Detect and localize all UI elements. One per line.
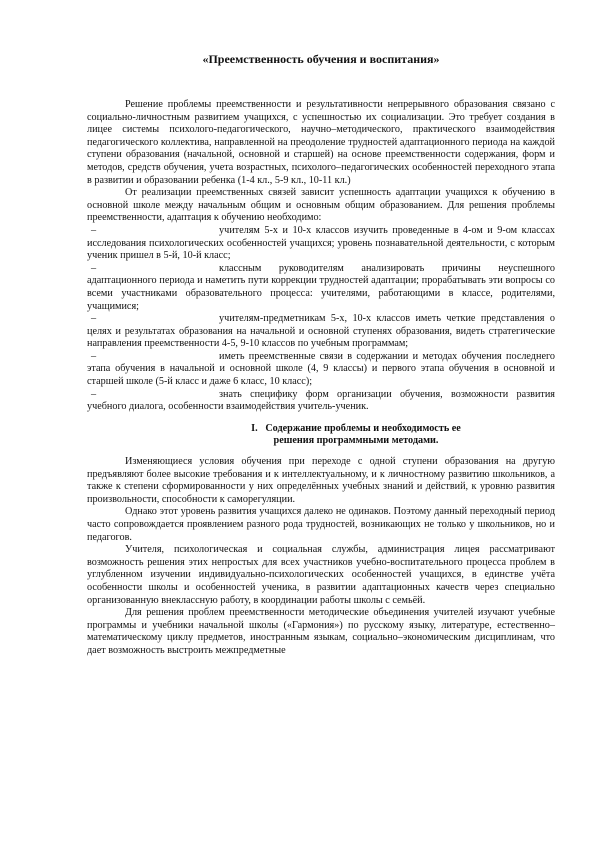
section-title-line-1: Содержание проблемы и необходимость ее <box>265 422 461 434</box>
list-item <box>87 225 555 263</box>
list-item-text: классным руководителям анализировать причины неуспешного адаптационного периода и наметить пути коррекции трудностей адаптации; прорабатывать эти вопросы со всеми участниками образовательного процесса: учителями, работающими в классе, родителями, учащимися; <box>87 262 555 312</box>
section-number: I. <box>251 422 258 434</box>
intro-paragraph-2: От реализации преемственных связей зависит успешность адаптации учащихся к обучению в основной школе между начальным общим и основным общим образованием. Для решения проблемы преемственности, адаптация к обучению необходимо: <box>87 187 555 224</box>
section-paragraph-2: Однако этот уровень развития учащихся далеко не одинаков. Поэтому данный переходный период часто сопровождается проявлением разного рода трудностей, возникающих не только у школьников, но и педагогов. <box>87 506 555 543</box>
list-item <box>87 313 555 351</box>
document-title: «Преемственность обучения и воспитания» <box>202 52 440 66</box>
list-item-text: учителям-предметникам 5-х, 10-х классов иметь четкие представления о целях и результатах образования на начальной и основной ступенях образования, видеть стратегические направления преемственности 4-5, 9-10 классов по учебным программам; <box>87 313 555 350</box>
list-dash: – <box>91 388 97 400</box>
list-item-text: знать специфику форм организации обучения, возможности развития учебного диалога, особенности взаимодействия учитель-ученик. <box>87 388 555 413</box>
document-body <box>87 99 555 658</box>
list-item-text: иметь преемственные связи в содержании и методах обучения последнего этапа обучения в начальной и основной школе (4, 9 классы) и первого этапа обучения в основной и старшей школе (5-й класс и даже 6 класс, 10 класс); <box>87 350 555 388</box>
section-paragraph-1: Изменяющиеся условия обучения при переходе с одной ступени образования на другую предъявляют более высокие требования и к интеллектуальному, и к личностному развитию школьников, а также к степени сформированности у них определённых учебных знаний и действий, к уровню развития произвольности, способности к саморегуляции. <box>87 456 555 505</box>
list-dash: – <box>91 224 97 236</box>
list-dash: – <box>91 350 97 362</box>
list-dash: – <box>91 313 97 325</box>
section-paragraph-3: Учителя, психологическая и социальная службы, администрация лицея рассматривают возможность решения этих непростых для всех участников учебно-воспитательного процесса проблем в углубленном изучении индивидуально-психологических особенностей учащихся, в единстве учёта особенности школы и особенностей ученика, в развитии адаптационных качеств через специально организованную внеклассную работу, в координации работы школы с семьёй. <box>87 544 555 606</box>
list-item <box>87 389 555 414</box>
section-title-line-2: решения программными методами. <box>273 435 439 447</box>
section-heading <box>87 423 555 448</box>
intro-paragraph-1: Решение проблемы преемственности и результативности непрерывного образования связано с социально-личностным развитием учащихся, с успешностью их социализации. Это требует создания в лицее системы психолого-педагогического, научно–методического, практического взаимодействия педагогического коллектива, направленной на преодоление трудностей адаптационного периода на каждой ступени образования (начальной, основной и старшей) на основе преемственности содержания, форм и методов, средств обучения, учета возрастных, психолого–педагогических особенностей переходного этапа в развитии и образовании ребенка (1-4 кл., 5-9 кл., 10-11 кл.) <box>87 99 555 186</box>
list-item-text: учителям 5-х и 10-х классов изучить проведенные в 4-ом и 9-ом классах исследования психологических особенностей учащихся; уровень познавательной деятельности, с которым ученик пришел в 5-й, 10-й класс; <box>87 224 555 262</box>
list-dash: – <box>91 262 97 274</box>
list-item <box>87 263 555 313</box>
list-item <box>87 351 555 389</box>
section-paragraph-4: Для решения проблем преемственности методические объединения учителей изучают учебные программы и учебники начальной школы («Гармония») по русскому языку, литературе, естественно–математическому циклу предметов, иностранным языкам, социально–экономическим дисциплинам, что дает возможность выстроить межпредметные <box>87 607 555 656</box>
